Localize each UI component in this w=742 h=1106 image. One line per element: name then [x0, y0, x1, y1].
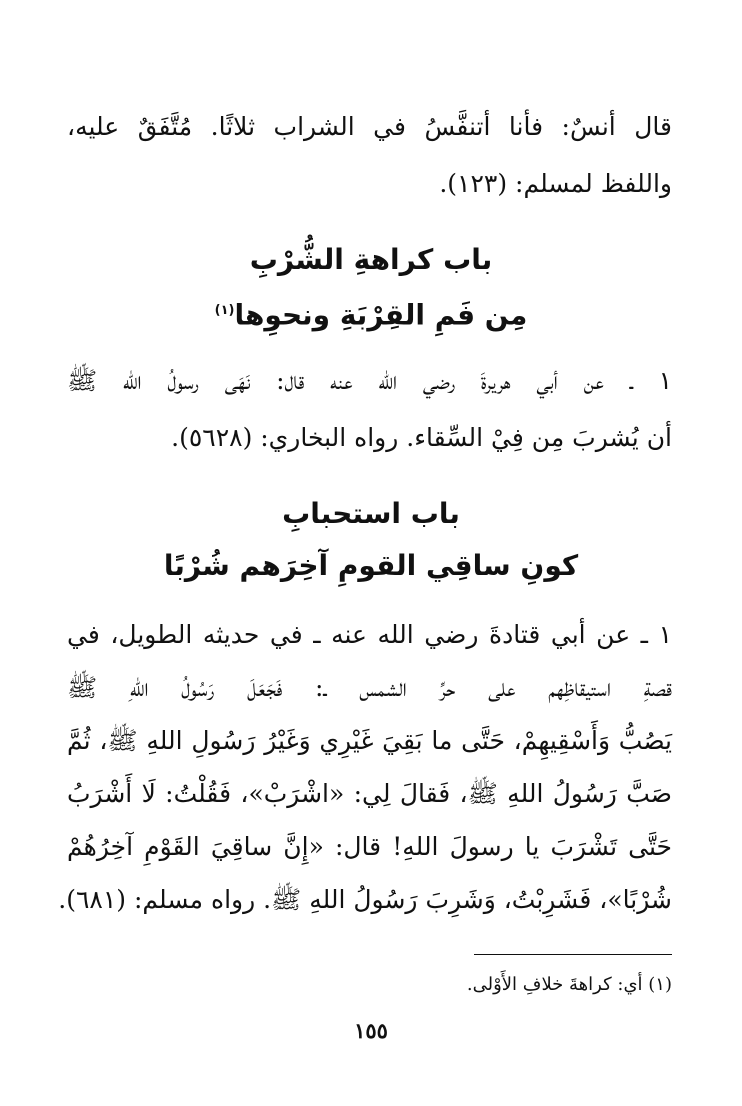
hadith-text-line: ١ ـ عن أبي قتادةَ رضي الله عنه ـ في حديثه الطويل، في [67, 620, 672, 649]
hadith-text-line: ١ ـ عن أبي هريرةَ رضي الله عنه قال: نَهَى رسولُ الله ﷺ [67, 366, 672, 395]
hadith-text-line: حَتَّى تَشْرَبَ يا رسولَ اللهِ! قال: «إِنَّ ساقِيَ القَوْمِ آخِرُهُمْ [67, 832, 672, 861]
footnote: (١) أي: كراهةَ خلافِ الأَوْلى. [466, 974, 672, 995]
footnote-reference: (١) [214, 303, 235, 318]
hadith-text-line: قصةِ استيقاظِهم على حرِّ الشمس ـ: فَجَعَلَ رَسُولُ اللهِ ﷺ [67, 673, 672, 702]
chapter-title: باب كراهةِ الشُّرْبِ [249, 243, 493, 276]
chapter-title-line-2 [0, 289, 742, 337]
chapter-title-line-2: كونِ ساقِي القومِ آخِرَهم شُرْبًا [163, 549, 579, 582]
text-line: قال أنسٌ: فأنا أتنفَّسُ في الشراب ثلاثًا. مُتَّفَقٌ عليه، [67, 112, 672, 141]
chapter-title-text: مِن فَمِ القِرْبَةِ ونحوِها [234, 298, 528, 332]
page-number: ١٥٥ [354, 1018, 388, 1043]
hadith-text-line: صَبَّ رَسُولُ اللهِ ﷺ، فَقالَ لِي: «اشْرَبْ»، فَقُلْتُ: لَا أَشْرَبُ [67, 779, 672, 808]
text-line: واللفظ لمسلم: (١٢٣). [439, 169, 672, 198]
chapter-title: باب استحبابِ [282, 497, 460, 530]
hadith-text-line: يَصُبُّ وَأَسْقِيهِمْ، حَتَّى ما بَقِيَ غَيْرِي وَغَيْرُ رَسُولِ اللهِ ﷺ، ثُمَّ [67, 726, 672, 755]
footnote-divider [474, 954, 672, 955]
hadith-text-line: شُرْبًا»، فَشَرِبْتُ، وَشَرِبَ رَسُولُ اللهِ ﷺ. رواه مسلم: (٦٨١). [58, 885, 672, 914]
hadith-text-line: أن يُشربَ مِن فِيْ السِّقاء. رواه البخاري: (٥٦٢٨). [171, 423, 672, 452]
